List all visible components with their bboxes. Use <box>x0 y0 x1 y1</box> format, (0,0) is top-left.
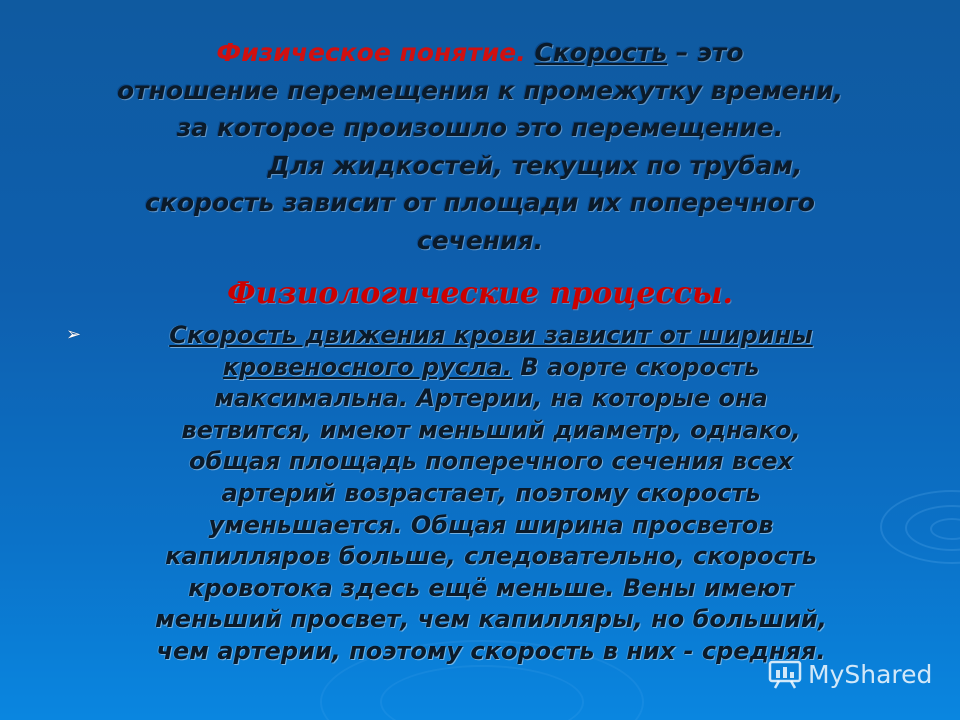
body-line-2-rest: В аорте скорость <box>511 352 760 381</box>
body-line-3: максимальна. Артерии, на которые она <box>214 384 768 413</box>
arrow-bullet-icon: ➢ <box>66 324 82 345</box>
body-line-7: уменьшается. Общая ширина просветов <box>208 510 774 539</box>
body-line-1 <box>86 320 896 352</box>
concept-label: Физическое понятие. <box>216 38 526 67</box>
intro-line-3: за которое произошло это перемещение. <box>176 113 784 142</box>
body-line-11: чем артерии, поэтому скорость в них - средняя. <box>156 636 826 665</box>
body-line-2 <box>86 352 896 384</box>
intro-line-1-rest: – это <box>667 38 744 67</box>
body-line-8: капилляров больше, следовательно, скорость <box>165 542 817 571</box>
presentation-icon <box>768 659 802 689</box>
body-line-9: кровотока здесь ещё меньше. Вены имеют <box>188 573 794 602</box>
intro-line-5: скорость зависит от площади их поперечного <box>145 188 815 217</box>
body-line-1-text: Скорость движения крови зависит от ширины <box>169 321 813 349</box>
bullet-paragraph <box>86 320 896 668</box>
body-line-10: меньший просвет, чем капилляры, но больший, <box>155 605 827 634</box>
section-heading: Физиологические процессы. <box>227 276 733 311</box>
intro-paragraph <box>60 34 900 259</box>
body-line-6: артерий возрастает, поэтому скорость <box>221 478 761 507</box>
term-velocity: Скорость <box>534 38 668 67</box>
intro-line-1 <box>60 34 900 72</box>
intro-line-4: Для жидкостей, текущих по трубам, <box>267 150 803 180</box>
body-line-5: общая площадь поперечного сечения всех <box>189 447 793 476</box>
myshared-logo[interactable] <box>768 656 932 692</box>
intro-line-6: сечения. <box>416 225 544 255</box>
logo-text: MyShared <box>808 659 933 689</box>
intro-line-2: отношение перемещения к промежутку времени, <box>116 75 844 105</box>
body-line-4: ветвится, имеют меньший диаметр, однако, <box>181 415 801 444</box>
body-line-2-underlined: кровеносного русла. <box>222 352 512 381</box>
